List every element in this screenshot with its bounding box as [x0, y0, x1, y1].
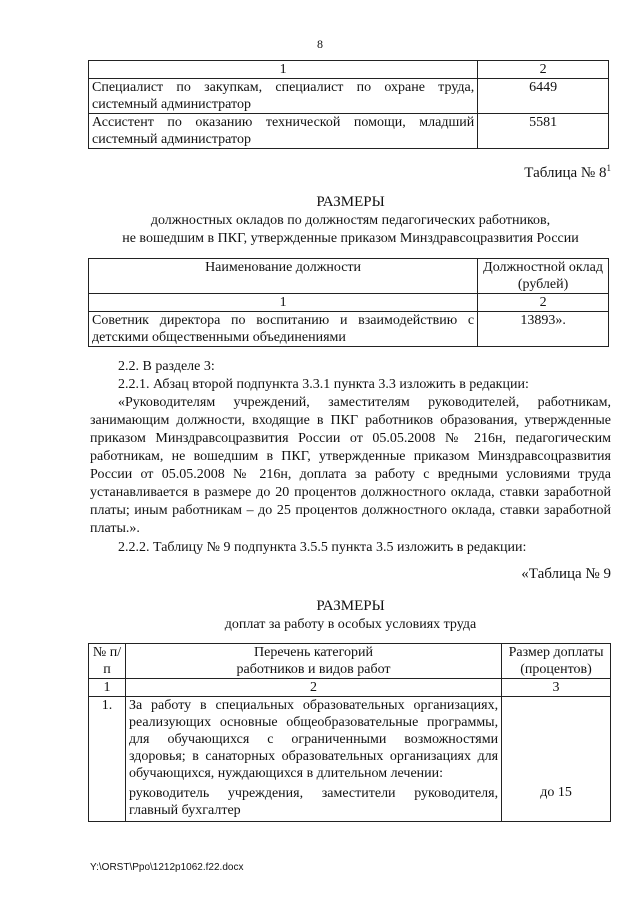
- rate-value-cell: [502, 697, 611, 822]
- table9-label: «Таблица № 9: [521, 566, 611, 582]
- table8-subtitle-2: не вошедшим в ПКГ, утвержденные приказом Минздравсоцразвития России: [122, 231, 579, 246]
- position-name: Специалист по закупкам, специалист по охране труда, системный администратор: [89, 79, 478, 114]
- col-number-1: 1: [89, 679, 126, 697]
- col-number-1: 1: [89, 61, 478, 79]
- file-path-footer: Y:\ORST\Ppo\1212p1062.f22.docx: [90, 862, 244, 873]
- col-number-3: 3: [502, 679, 611, 697]
- col-number-2: 2: [478, 294, 609, 312]
- col-header-number: № п/п: [89, 644, 126, 679]
- table-header-row: [89, 644, 611, 679]
- table-number-row: [89, 294, 609, 312]
- category-description: [125, 697, 501, 822]
- table-row: [89, 79, 609, 114]
- table-row: [89, 114, 609, 149]
- categories-header-line-2: работников и видов работ: [236, 662, 391, 677]
- page-number: 8: [317, 37, 323, 51]
- table9-title: РАЗМЕРЫ: [316, 598, 385, 614]
- categories-header-line-1: Перечень категорий: [254, 645, 373, 660]
- col-number-2: 2: [125, 679, 501, 697]
- table8-subtitle-1: должностных окладов по должностям педагогических работников,: [150, 213, 551, 228]
- category-text: За работу в специальных образовательных организациях, реализующих основные общеобразовательные программы, для обучающихся с ограниченными возможностями здоровья; в санаторных образовательных организациях для обучающихся, нуждающихся в длительном лечении:: [128, 698, 499, 781]
- col-header-rate: [502, 644, 611, 679]
- paragraph-2-2-2: 2.2.2. Таблицу № 9 подпункта 3.5.5 пункта 3.5 изложить в редакции:: [118, 540, 527, 555]
- table8-title: РАЗМЕРЫ: [316, 194, 385, 210]
- col-number-1: 1: [89, 294, 478, 312]
- subcategory-text: руководитель учреждения, заместители руководителя, главный бухгалтер: [128, 786, 499, 818]
- col-header-categories: [125, 644, 501, 679]
- salary-value: 6449: [478, 79, 609, 114]
- col-header-position: Наименование должности: [89, 259, 478, 294]
- table-header-row: [89, 259, 609, 294]
- table-row: [89, 312, 609, 347]
- salary-table-continued: [88, 60, 609, 149]
- salary-value: 5581: [478, 114, 609, 149]
- col-number-2: 2: [478, 61, 609, 79]
- table-header-row: [89, 61, 609, 79]
- table8-label: Таблица № $8^1$: [524, 163, 611, 181]
- table9-subtitle: доплат за работу в особых условиях труда: [224, 617, 477, 632]
- col-header-salary: Должностной оклад (рублей): [478, 259, 609, 294]
- position-name: Советник директора по воспитанию и взаимодействию с детскими общественными объединениями: [89, 312, 478, 347]
- salary-value: 13893».: [478, 312, 609, 347]
- table-number-row: [89, 679, 611, 697]
- row-number: 1.: [89, 697, 126, 822]
- table-row: [89, 697, 611, 822]
- table8: [88, 258, 609, 347]
- rate-header-line-2: (процентов): [520, 662, 592, 677]
- rate-header-line-1: Размер доплаты: [508, 645, 604, 660]
- table9: [88, 643, 611, 822]
- paragraph-2-2: 2.2. В разделе 3:: [118, 359, 215, 374]
- rate-value: до 15: [540, 785, 572, 800]
- paragraph-2-2-1: 2.2.1. Абзац второй подпункта 3.3.1 пункта 3.3 изложить в редакции:: [118, 377, 529, 392]
- position-name: Ассистент по оказанию технической помощи, младший системный администратор: [89, 114, 478, 149]
- paragraph-quote: «Руководителям учреждений, заместителям руководителей, работникам, занимающим должности, входящие в ПКГ работников образования, утвержденные приказом Минздравсоцразвития России от 05.05.2008 № 216н, педагогическим работникам, не вошедшим в ПКГ, утвержденные приказом Минздравсоцразвития России от 05.05.2008 № 216н, доплата за работу с вредными условиями труда устанавливается в размере до 20 процентов должностного оклада, ставки заработной платы; иным работникам – до 25 процентов должностного оклада, ставки заработной платы.».: [90, 395, 611, 536]
